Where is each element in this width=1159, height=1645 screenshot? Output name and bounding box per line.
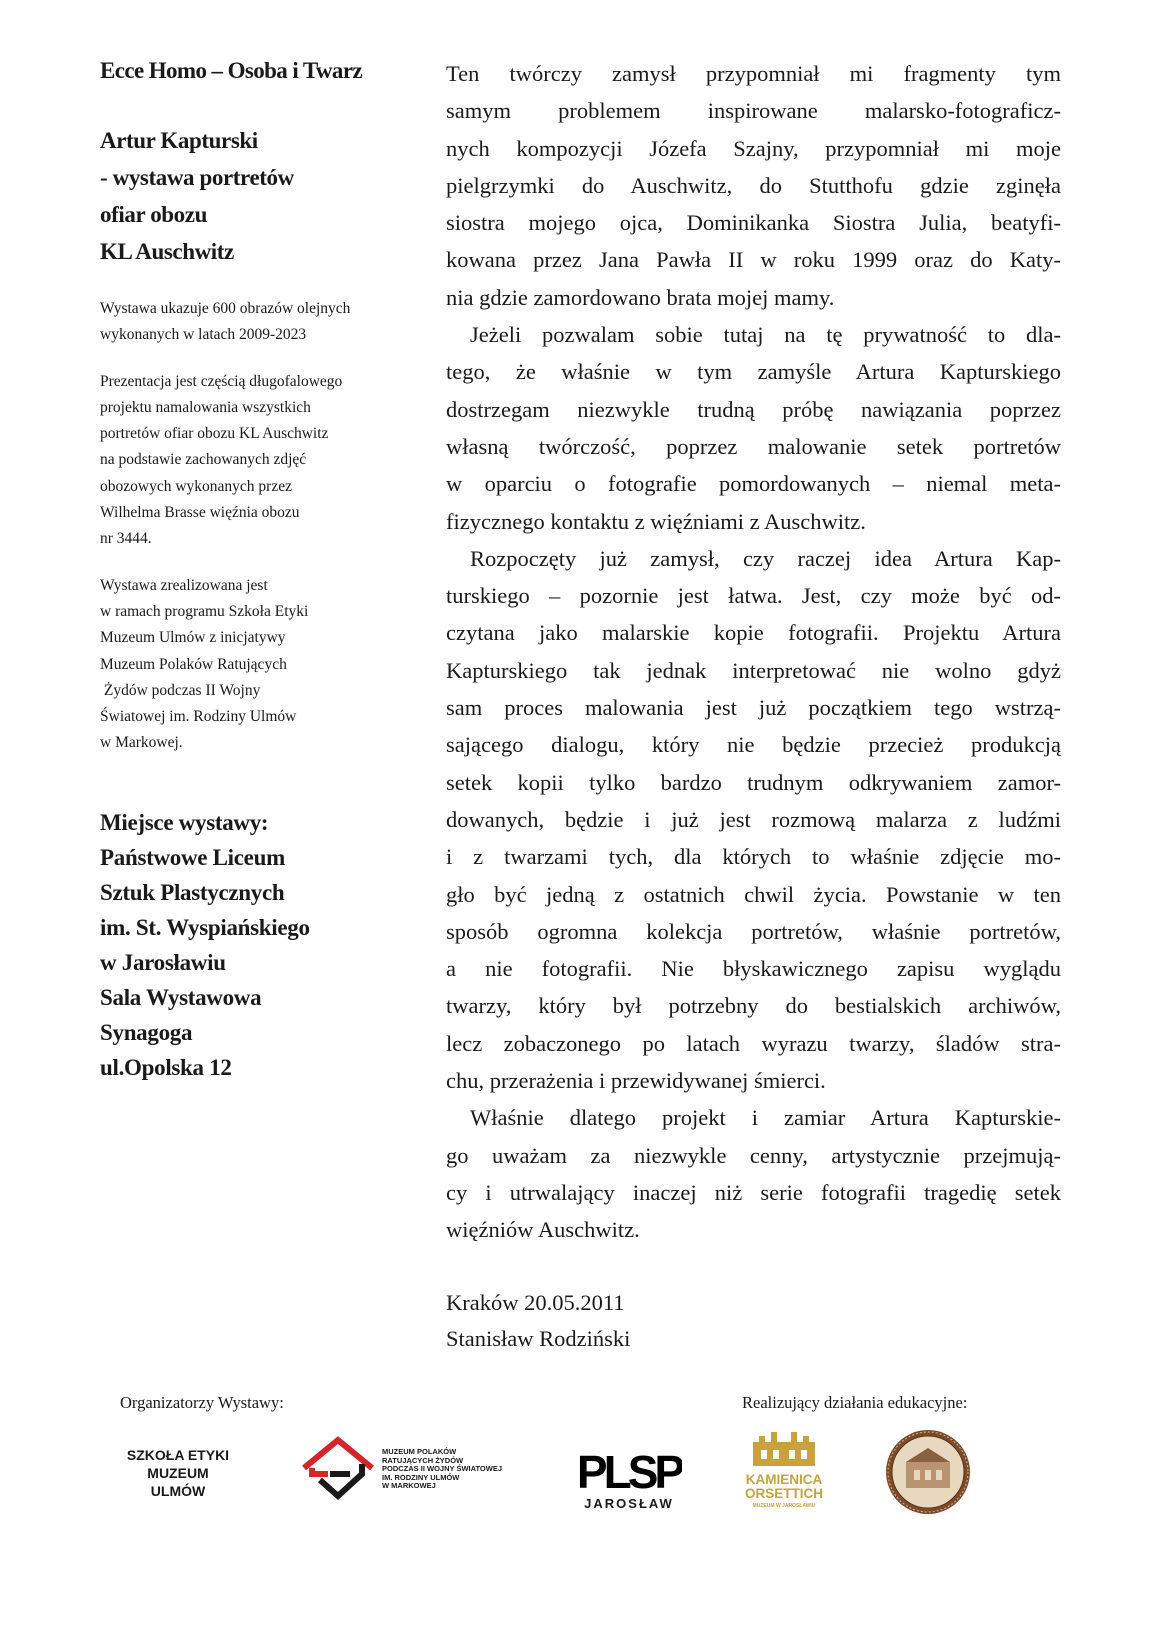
essay-column — [446, 55, 1061, 1357]
text-line: w Markowej. — [100, 734, 183, 752]
text-line: wykonanych w latach 2009-2023 — [100, 326, 307, 344]
round-seal-icon — [884, 1428, 972, 1516]
essay-line: i z twarzami tych, dla których to właśnie zdjęcie mo- — [446, 844, 1061, 870]
kamienica-orsettich-logo — [736, 1428, 832, 1524]
text-line: Prezentacja jest częścią długofalowego — [100, 372, 343, 390]
plsp-city: JAROSŁAW — [584, 1496, 674, 1511]
organizers-label: Organizatorzy Wystawy: — [120, 1393, 284, 1412]
szkola-etyki-logo — [116, 1446, 240, 1500]
essay-line: Jeżeli pozwalam sobie tutaj na tę prywatność to dla- — [470, 322, 1061, 348]
seal-logo — [884, 1428, 972, 1516]
signature-place-date: Kraków 20.05.2011 — [446, 1289, 625, 1315]
essay-paragraph — [446, 55, 1061, 316]
building-facade-icon — [749, 1428, 819, 1468]
essay-line: w oparciu o fotografie pomordowanych – niemal meta- — [446, 471, 1061, 497]
svg-text:PLSP: PLSP — [576, 1446, 682, 1496]
text-line: portretów ofiar obozu KL Auschwitz — [100, 425, 329, 443]
essay-line: pielgrzymki do Auschwitz, do Stutthofu gdzie zginęła — [446, 172, 1061, 198]
muzeum-polakow-logo — [300, 1434, 530, 1504]
essay-line: gło być jedną z ostatnich chwil życia. Powstanie w ten — [446, 881, 1061, 907]
logo-text-line: MUZEUM — [147, 1465, 209, 1481]
essay-paragraph — [446, 1099, 1061, 1248]
text-line: Muzeum Polaków Ratujących — [100, 655, 287, 673]
artist-line: KL Auschwitz — [100, 239, 234, 264]
essay-line: samym problemem inspirowane malarsko-fotograficz- — [446, 98, 1061, 124]
essay-line: Rozpoczęty już zamysł, czy raczej idea Artura Kap- — [470, 545, 1061, 571]
text-line: Światowej im. Rodziny Ulmów — [100, 708, 297, 726]
essay-paragraph — [446, 316, 1061, 540]
text-line: Wystawa ukazuje 600 obrazów olejnych — [100, 300, 351, 317]
program-description — [100, 573, 420, 757]
essay-paragraph — [446, 540, 1061, 1099]
essay-line: sam proces malowania jest już początkiem tego wstrzą- — [446, 695, 1061, 721]
text-line: projektu namalowania wszystkich — [100, 398, 311, 416]
venue-line: ul.Opolska 12 — [100, 1055, 232, 1081]
text-line: w ramach programu Szkoła Etyki — [100, 602, 309, 620]
essay-line: więźniów Auschwitz. — [446, 1217, 640, 1243]
essay-line: go uważam za niezwykle cenny, artystycznie przejmują- — [446, 1142, 1061, 1168]
venue-block — [100, 805, 420, 1086]
logo-text-line: ULMÓW — [150, 1483, 206, 1499]
logo-text-line: PODCZAS II WOJNY ŚWIATOWEJ — [382, 1464, 503, 1474]
essay-line: lecz zobaczonego po latach wyrazu twarzy, śladów stra- — [446, 1030, 1061, 1056]
essay-line: a nie fotografii. Nie błyskawicznego zapisu wyglądu — [446, 956, 1061, 982]
artist-heading — [100, 122, 420, 270]
text-line: obozowych wykonanych przez — [100, 477, 292, 495]
text-line: Muzeum Ulmów z inicjatywy — [100, 629, 286, 647]
plsp-mark-icon — [576, 1444, 682, 1496]
education-label: Realizujący działania edukacyjne: — [742, 1393, 968, 1412]
essay-line: Właśnie dlatego projekt i zamiar Artura Kapturskie- — [470, 1105, 1061, 1131]
essay-line: twarzy, który był potrzebny do bestialskich archiwów, — [446, 993, 1061, 1019]
event-title: Ecce Homo – Osoba i Twarz — [100, 58, 363, 83]
venue-line: Miejsce wystawy: — [100, 809, 269, 835]
text-line: na podstawie zachowanych zdjęć — [100, 451, 307, 469]
venue-line: Sztuk Plastycznych — [100, 879, 285, 905]
exhibition-description — [100, 296, 420, 349]
essay-line: tego, że właśnie w tym zamyśle Artura Kapturskiego — [446, 359, 1061, 385]
house-emblem-icon — [300, 1434, 380, 1504]
essay-line: czytana jako malarskie kopie fotografii. Projektu Artura — [446, 620, 1061, 646]
essay-line: siostra mojego ojca, Dominikanka Siostra Julia, beatyfi- — [446, 210, 1061, 236]
essay-line: fizycznego kontaktu z więźniami z Auschwitz. — [446, 508, 866, 534]
logo-text-line: SZKOŁA ETYKI — [126, 1447, 230, 1463]
signature-name: Stanisław Rodziński — [446, 1325, 631, 1351]
logo-text-line: MUZEUM POLAKÓW — [382, 1447, 457, 1456]
essay-line: cy i utrwalający inaczej niż serie fotografii tragedię setek — [446, 1179, 1061, 1205]
essay-line: Ten twórczy zamysł przypomniał mi fragmenty tym — [446, 61, 1061, 86]
plsp-jaroslaw-logo — [576, 1444, 682, 1512]
venue-line: w Jarosławiu — [100, 950, 226, 976]
text-line: Wystawa zrealizowana jest — [100, 576, 268, 594]
venue-line: im. St. Wyspiańskiego — [100, 915, 310, 941]
essay-line: Kapturskiego tak jednak interpretować nie wolno gdyż — [446, 657, 1061, 683]
project-description — [100, 369, 420, 553]
essay-line: nia gdzie zamordowano brata mojej mamy. — [446, 284, 835, 310]
venue-line: Sala Wystawowa — [100, 985, 262, 1011]
essay-line: nych kompozycji Józefa Szajny, przypomniał mi moje — [446, 135, 1061, 161]
venue-line: Synagoga — [100, 1020, 193, 1046]
essay-line: setek kopii tylko bardzo trudnym odkrywaniem zamor- — [446, 769, 1061, 795]
logo-text-line: IM. RODZINY ULMÓW — [382, 1472, 460, 1482]
artist-line: Artur Kapturski — [100, 128, 258, 153]
artist-line: ofiar obozu — [100, 202, 207, 227]
text-line: nr 3444. — [100, 530, 152, 548]
essay-line: kowana przez Jana Pawła II w roku 1999 oraz do Katy- — [446, 247, 1061, 273]
text-line: Żydów podczas II Wojny — [100, 681, 261, 699]
artist-line: - wystawa portretów — [100, 165, 294, 190]
text-line: Wilhelma Brasse więźnia obozu — [100, 504, 300, 522]
essay-line: własną twórczość, poprzez malowanie setek portretów — [446, 433, 1061, 459]
essay-line: dowanych, będzie i już jest rozmową malarza z ludźmi — [446, 806, 1061, 832]
essay-line: sposób ogromna kolekcja portretów, właśnie portretów, — [446, 918, 1061, 944]
left-column — [100, 56, 420, 1086]
logo-text-line: RATUJĄCYCH ŻYDÓW — [382, 1455, 464, 1465]
essay-line: dostrzegam niezwykle trudną próbę nawiązania poprzez — [446, 396, 1061, 422]
kamienica-subtitle: MUZEUM W JAROSŁAWIU — [752, 1503, 816, 1509]
essay-line: chu, przerażenia i przewidywanej śmierci. — [446, 1068, 826, 1094]
venue-line: Państwowe Liceum — [100, 844, 285, 870]
logo-text-line: ORSETTICH — [744, 1486, 823, 1501]
essay-line: turskiego – pozornie jest łatwa. Jest, czy może być od- — [446, 583, 1061, 609]
signature — [446, 1285, 1061, 1357]
essay-line: sającego dialogu, który nie będzie przecież produkcją — [446, 732, 1061, 758]
logo-text-line: KAMIENICA — [745, 1472, 823, 1487]
logo-text-line: W MARKOWEJ — [382, 1481, 436, 1491]
